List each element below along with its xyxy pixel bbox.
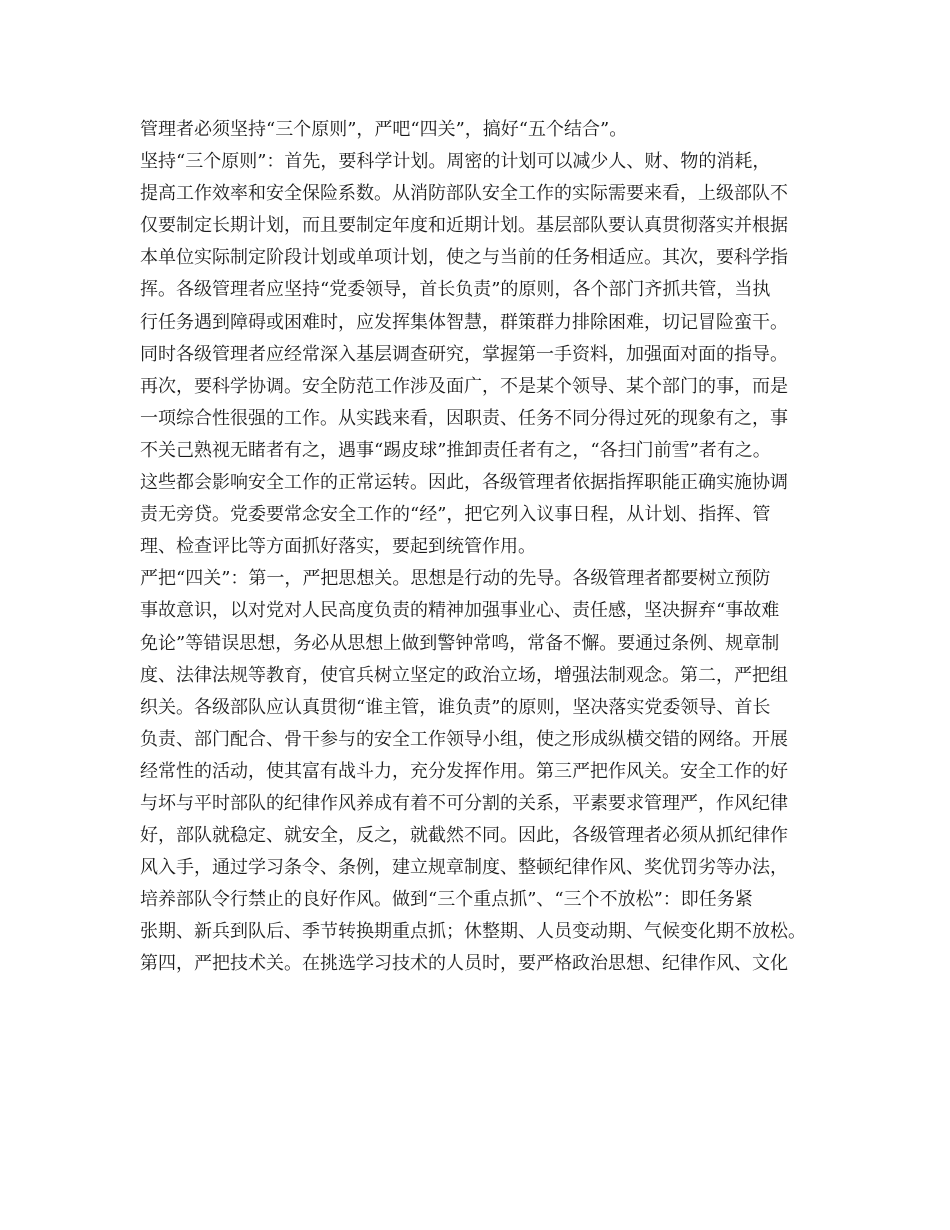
text-line: 张期、新兵到队后、季节转换期重点抓；休整期、人员变动期、气候变化期不放松。 [140,921,806,943]
body-text [140,114,830,981]
text-line: 理、检查评比等方面抓好落实，要起到统管作用。 [140,536,536,558]
text-line: 管理者必须坚持“三个原则”，严吧“四关”，搞好“五个结合”。 [140,119,628,140]
text-line: 本单位实际制定阶段计划或单项计划，使之与当前的任务相适应。其次，要科学指 [140,247,788,269]
text-line: 度、法律法规等教育，使官兵树立坚定的政治立场，增强法制观念。第二，严把组 [140,664,788,686]
text-line: 仅要制定长期计划，而且要制定年度和近期计划。基层部队要认真贯彻落实并根据 [140,215,788,237]
text-line: 严把“四关”：第一，严把思想关。思想是行动的先导。各级管理者都要树立预防 [140,568,771,590]
text-line: 织关。各级部队应认真贯彻“谁主管，谁负责”的原则，坚决落实党委领导、首长 [140,696,771,718]
text-line: 事故意识，以对党对人民高度负责的精神加强事业心、责任感，坚决摒弃“事故难 [140,600,780,622]
text-line: 这些都会影响安全工作的正常运转。因此，各级管理者依据指挥职能正确实施协调 [140,472,788,494]
text-line: 同时各级管理者应经常深入基层调查研究，掌握第一手资料，加强面对面的指导。 [140,343,788,365]
text-line: 责无旁贷。党委要常念安全工作的“经”，把它列入议事日程，从计划、指挥、管 [140,504,771,526]
text-line: 坚持“三个原则”：首先，要科学计划。周密的计划可以减少人、财、物的消耗， [140,151,771,173]
text-line: 第四，严把技术关。在挑选学习技术的人员时，要严格政治思想、纪律作风、文化 [140,953,788,975]
text-line: 行任务遇到障碍或困难时，应发挥集体智慧，群策群力排除困难，切记冒险蛮干。 [140,311,788,333]
text-line: 挥。各级管理者应坚持“党委领导，首长负责”的原则，各个部门齐抓共管，当执 [140,279,771,301]
text-line: 好，部队就稳定、就安全，反之，就截然不同。因此，各级管理者必须从抓纪律作 [140,825,788,847]
text-line: 免论”等错误思想，务必从思想上做到警钟常鸣，常备不懈。要通过条例、规章制 [140,632,780,654]
text-line: 不关己熟视无睹者有之，遇事“踢皮球”推卸责任者有之，“各扫门前雪”者有之。 [140,439,771,461]
text-line: 一项综合性很强的工作。从实践来看，因职责、任务不同分得过死的现象有之，事 [140,407,788,429]
text-line: 与坏与平时部队的纪律作风养成有着不可分割的关系，平素要求管理严，作风纪律 [140,792,788,814]
text-line: 风入手，通过学习条令、条例，建立规章制度、整顿纪律作风、奖优罚劣等办法， [140,857,788,879]
text-line: 提高工作效率和安全保险系数。从消防部队安全工作的实际需要来看，上级部队不 [140,183,788,205]
text-line: 培养部队令行禁止的良好作风。做到“三个重点抓”、“三个不放松”：即任务紧 [140,889,753,911]
text-line: 经常性的活动，使其富有战斗力，充分发挥作用。第三严把作风关。安全工作的好 [140,760,788,782]
text-line: 再次，要科学协调。安全防范工作涉及面广，不是某个领导、某个部门的事，而是 [140,375,788,397]
text-line: 负责、部门配合、骨干参与的安全工作领导小组，使之形成纵横交错的网络。开展 [140,728,788,750]
